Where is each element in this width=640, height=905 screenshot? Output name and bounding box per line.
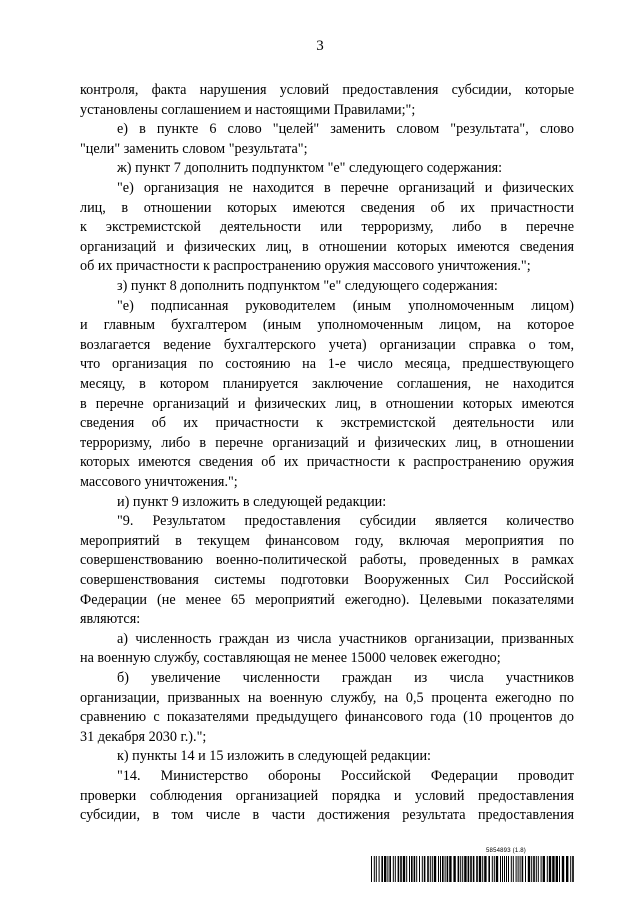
text-line: з) пункт 8 дополнить подпунктом "е" следующего содержания: xyxy=(117,278,498,294)
text-line: "цели" заменить словом "результата"; xyxy=(80,140,308,157)
text-line: организации, призванных на военную службу, на 0,5 процента ежегодно по xyxy=(80,689,574,706)
text-line: сведения об их причастности к экстремистской деятельности или xyxy=(80,415,574,432)
text-line: совершенствованию военно-политической работы, проведенных в рамках xyxy=(80,552,574,569)
text-line: Федерации (не менее 65 мероприятий ежегодно). Целевыми показателями xyxy=(80,591,574,608)
text-line: проверки соблюдения организацией порядка и условий предоставления xyxy=(80,787,574,804)
text-line: б) увеличение численности граждан из числа участников xyxy=(117,670,574,686)
text-line: к) пункты 14 и 15 изложить в следующей редакции: xyxy=(117,748,432,765)
text-line: и главным бухгалтером (иным уполномоченным лицом, на которое xyxy=(80,317,574,334)
text-line: на военную службу, составляющая не менее 15000 человек ежегодно; xyxy=(80,650,501,667)
text-line: месяцу, в котором планируется заключение соглашения, не находится xyxy=(80,376,574,392)
text-line: терроризму, либо в перечне организаций и физических лиц, в отношении xyxy=(80,434,574,451)
text-line: "9. Результатом предоставления субсидии является количество xyxy=(117,513,574,530)
text-line: ж) пункт 7 дополнить подпунктом "е" следующего содержания: xyxy=(117,160,503,177)
text-line: субсидии, в том числе в части достижения результата предоставления xyxy=(80,807,574,824)
text-line: "е) подписанная руководителем (иным уполномоченным лицом) xyxy=(117,297,574,314)
text-line: 31 декабря 2030 г.)."; xyxy=(80,728,207,745)
text-line: лиц, в отношении которых имеются сведения об их причастности xyxy=(80,199,574,216)
text-line: совершенствования системы подготовки Вооруженных Сил Российской xyxy=(80,572,574,588)
text-line: мероприятий в текущем финансовом году, включая мероприятия по xyxy=(80,532,574,549)
text-line: в перечне организаций и физических лиц, в отношении которых имеются xyxy=(80,395,574,412)
text-line: об их причастности к распространению оружия массового уничтожения."; xyxy=(80,258,531,275)
text-line: что организация по состоянию на 1-е число месяца, предшествующего xyxy=(80,356,574,373)
text-line: и) пункт 9 изложить в следующей редакции: xyxy=(117,493,387,510)
text-line: к экстремистской деятельности или терроризму, либо в перечне xyxy=(80,219,574,236)
document-code: 5854893 (1.8) xyxy=(486,848,526,854)
text-line: "е) организация не находится в перечне организаций и физических xyxy=(117,180,574,196)
page-number: 3 xyxy=(316,38,324,54)
text-line: возлагается ведение бухгалтерского учета) организации справка о том, xyxy=(80,336,574,353)
text-line: установлены соглашением и настоящими Правилами;"; xyxy=(80,101,416,118)
text-line: организаций и физических лиц, в отношении которых имеются сведения xyxy=(80,238,574,255)
text-line: контроля, факта нарушения условий предоставления субсидии, которые xyxy=(80,82,574,98)
text-line: е) в пункте 6 слово "целей" заменить словом "результата", слово xyxy=(117,121,574,138)
text-line: а) численность граждан из числа участников организации, призванных xyxy=(117,630,574,647)
text-line: массового уничтожения."; xyxy=(80,474,238,490)
text-line: которых имеются сведения об их причастности к распространению оружия xyxy=(80,454,574,471)
text-line: сравнению с показателями предыдущего финансового года (10 процентов до xyxy=(80,709,574,726)
text-line: являются: xyxy=(80,611,141,628)
text-line: "14. Министерство обороны Российской Федерации проводит xyxy=(117,768,574,784)
barcode-icon xyxy=(370,856,576,882)
